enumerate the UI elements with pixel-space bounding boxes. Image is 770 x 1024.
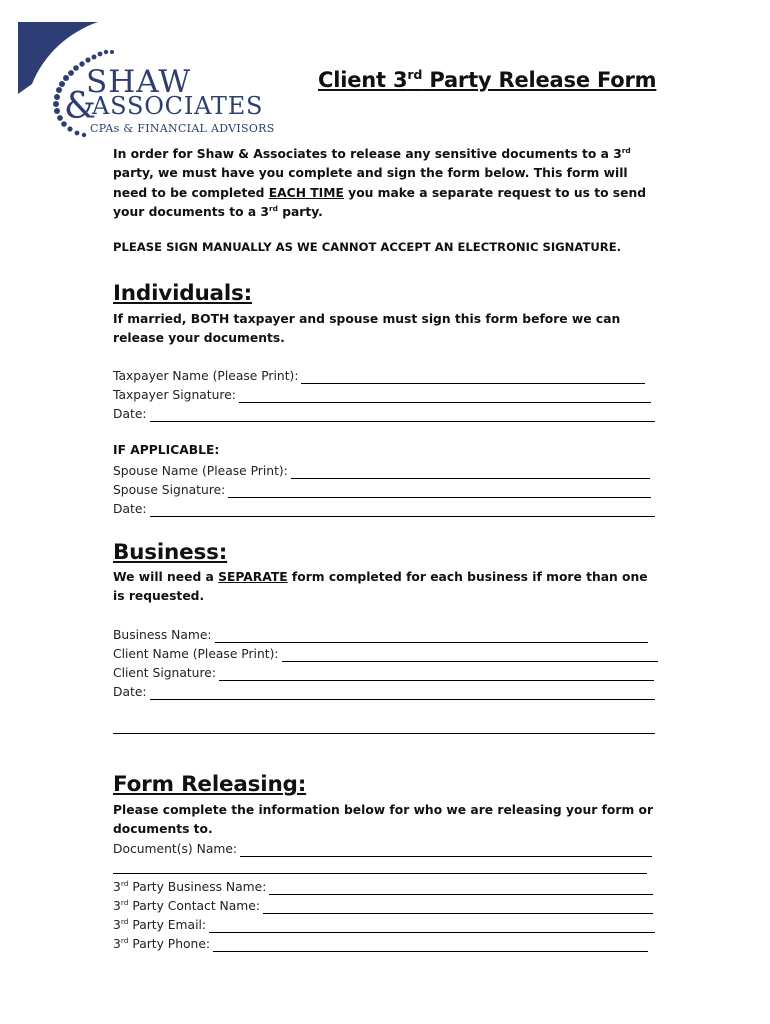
business-heading: Business: xyxy=(113,540,228,565)
third-party-phone-row xyxy=(113,934,648,952)
individuals-heading: Individuals: xyxy=(113,281,253,306)
intro-emphasis: EACH TIME xyxy=(268,185,344,200)
form-releasing-heading: Form Releasing: xyxy=(113,772,307,797)
third-party-contact-row xyxy=(113,896,653,914)
taxpayer-signature-row xyxy=(113,385,651,403)
section-divider xyxy=(113,733,655,734)
third-party-contact-field[interactable] xyxy=(263,899,653,914)
ordinal-rd: rd xyxy=(120,897,129,907)
spouse-signature-row xyxy=(113,480,651,498)
spouse-date-label: Date: xyxy=(113,502,147,516)
ordinal-3: 3 xyxy=(113,937,121,951)
documents-name-row xyxy=(113,839,652,857)
spouse-name-label: Spouse Name (Please Print): xyxy=(113,464,288,478)
spouse-signature-field[interactable] xyxy=(228,483,651,498)
third-party-business-row xyxy=(113,877,653,895)
client-name-row xyxy=(113,644,658,662)
spouse-name-field[interactable] xyxy=(291,464,650,479)
taxpayer-date-label: Date: xyxy=(113,407,147,421)
spouse-signature-label: Spouse Signature: xyxy=(113,483,226,497)
ordinal-rd: rd xyxy=(120,878,129,888)
taxpayer-signature-field[interactable] xyxy=(239,388,651,403)
intro-text-3: you make a separate request to us to send your documents to a 3 xyxy=(113,185,647,219)
intro-superscript-1: rd xyxy=(621,145,631,155)
third-party-phone-text: Party Phone: xyxy=(128,937,211,951)
form-title xyxy=(318,68,656,92)
title-text-end: Party Release Form xyxy=(422,68,657,92)
if-applicable-label: IF APPLICABLE: xyxy=(113,443,220,457)
third-party-email-row xyxy=(113,915,655,933)
intro-superscript-2: rd xyxy=(269,203,278,213)
taxpayer-date-field[interactable] xyxy=(150,407,655,422)
third-party-phone-field[interactable] xyxy=(213,937,648,952)
logo-wordmark-shaw: SHAW xyxy=(86,64,192,100)
logo-wordmark-associates: ASSOCIATES xyxy=(92,92,264,120)
taxpayer-name-label: Taxpayer Name (Please Print): xyxy=(113,369,299,383)
intro-text-2: party, we must have you complete and sign the form below. This form will need to be completed xyxy=(113,166,628,200)
third-party-contact-label xyxy=(113,898,263,914)
business-name-label: Business Name: xyxy=(113,628,212,642)
business-note xyxy=(113,568,663,606)
logo-tagline: CPAs & FINANCIAL ADVISORS xyxy=(90,122,275,135)
signature-notice: PLEASE SIGN MANUALLY AS WE CANNOT ACCEPT AN ELECTRONIC SIGNATURE. xyxy=(113,240,622,254)
intro-paragraph xyxy=(113,145,665,222)
third-party-business-label xyxy=(113,879,269,895)
individuals-note: If married, BOTH taxpayer and spouse must sign this form before we can release your documents. xyxy=(113,312,621,345)
third-party-contact-text: Party Contact Name: xyxy=(128,899,260,913)
third-party-email-label xyxy=(113,917,209,933)
taxpayer-name-row xyxy=(113,366,645,384)
third-party-business-text: Party Business Name: xyxy=(128,880,267,894)
title-superscript: rd xyxy=(407,67,423,82)
logo-ampersand: & xyxy=(64,86,97,127)
client-name-label: Client Name (Please Print): xyxy=(113,647,279,661)
client-date-field[interactable] xyxy=(150,685,655,700)
third-party-business-field[interactable] xyxy=(269,880,653,895)
third-party-email-text: Party Email: xyxy=(128,918,207,932)
spouse-date-field[interactable] xyxy=(150,502,655,517)
business-note-text-2: form completed for each business if more than one is requested. xyxy=(113,570,648,603)
taxpayer-date-row xyxy=(113,404,655,422)
company-logo xyxy=(14,22,276,140)
ordinal-rd: rd xyxy=(120,935,129,945)
spouse-name-row xyxy=(113,461,650,479)
taxpayer-signature-label: Taxpayer Signature: xyxy=(113,388,236,402)
ordinal-rd: rd xyxy=(120,916,129,926)
third-party-phone-label xyxy=(113,936,213,952)
intro-text-4: party. xyxy=(277,204,323,219)
taxpayer-name-field[interactable] xyxy=(301,369,645,384)
documents-name-label: Document(s) Name: xyxy=(113,842,238,856)
business-name-field[interactable] xyxy=(215,628,648,643)
ordinal-3: 3 xyxy=(113,880,121,894)
spouse-date-row xyxy=(113,499,655,517)
client-date-row xyxy=(113,682,655,700)
business-name-row xyxy=(113,625,648,643)
ordinal-3: 3 xyxy=(113,918,121,932)
intro-text-1: In order for Shaw & Associates to release any sensitive documents to a 3 xyxy=(113,147,622,161)
documents-name-continuation-field[interactable] xyxy=(113,873,647,874)
ordinal-3: 3 xyxy=(113,899,121,913)
form-releasing-note: Please complete the information below for who we are releasing your form or documents to. xyxy=(113,803,654,836)
client-name-field[interactable] xyxy=(282,647,658,662)
client-signature-label: Client Signature: xyxy=(113,666,216,680)
client-date-label: Date: xyxy=(113,685,147,699)
documents-name-field[interactable] xyxy=(240,842,652,857)
client-signature-field[interactable] xyxy=(219,666,654,681)
client-signature-row xyxy=(113,663,654,681)
third-party-email-field[interactable] xyxy=(209,918,655,933)
business-note-text-1: We will need a xyxy=(113,570,219,584)
business-note-emphasis: SEPARATE xyxy=(218,570,288,584)
title-text-start: Client 3 xyxy=(318,68,408,92)
